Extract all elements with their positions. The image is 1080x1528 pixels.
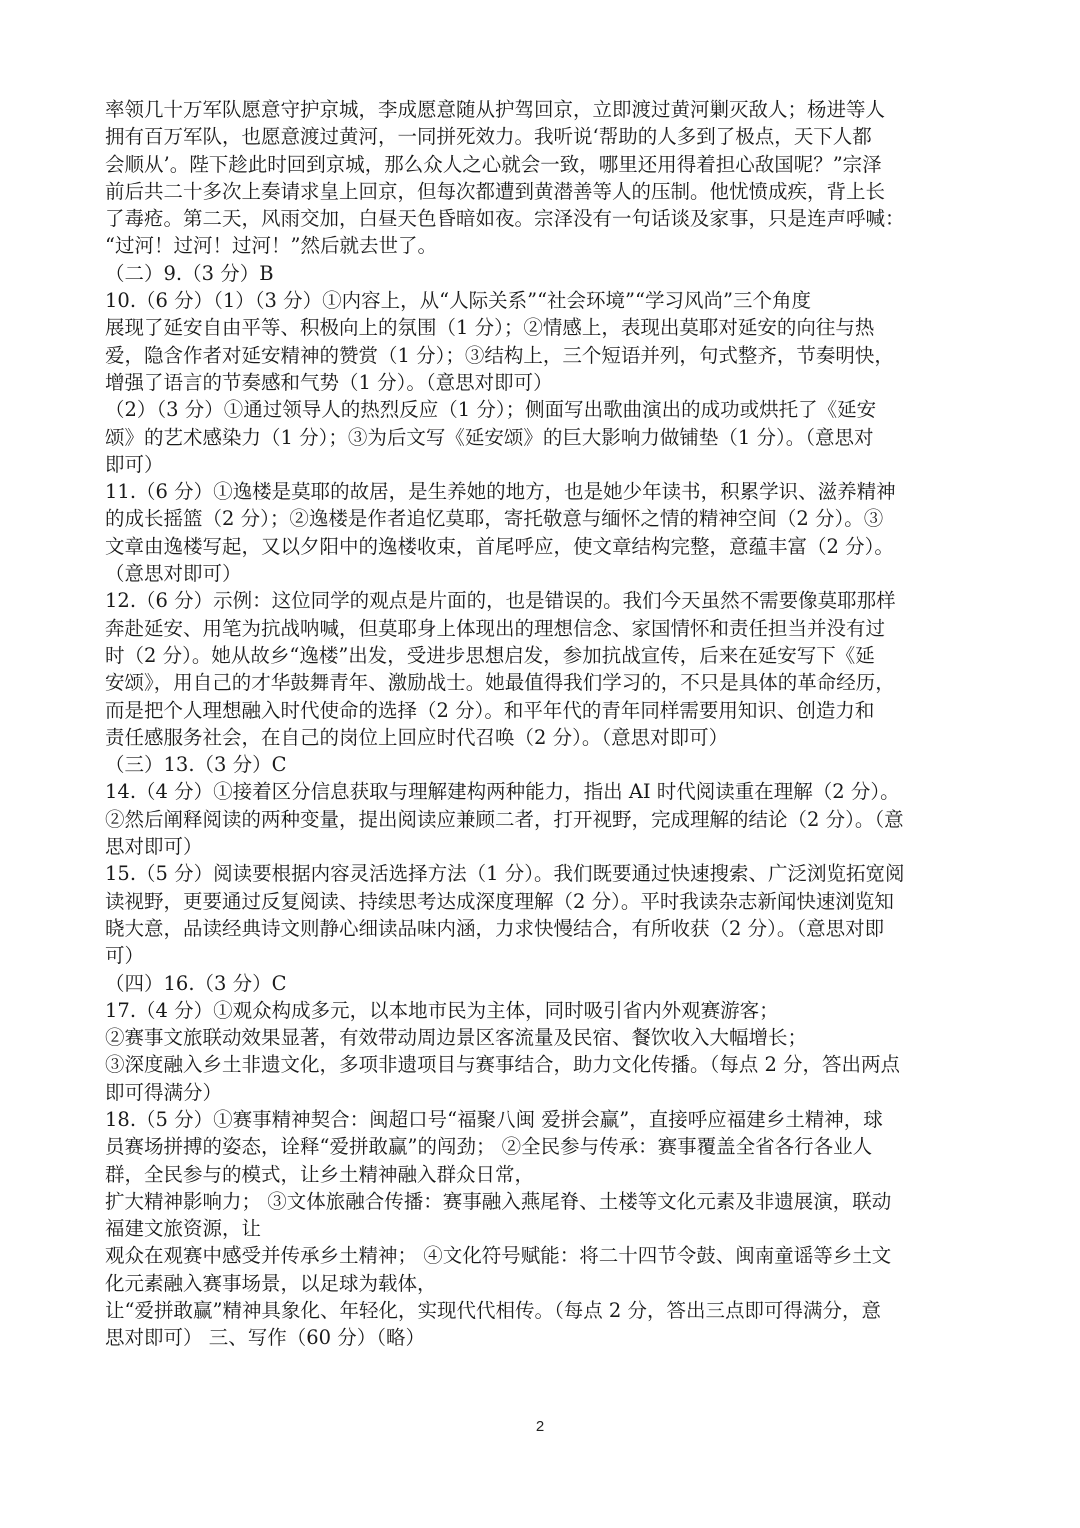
text-line: 即可得满分）: [105, 1080, 223, 1104]
text-line: 18.（5 分）①赛事精神契合：闽超口号“福聚八闽 爱拼会赢”，直接呼应福建乡土精神，球: [105, 1107, 883, 1131]
text-line: （二）9.（3 分）B: [105, 261, 274, 285]
text-line: 化元素融入赛事场景，以足球为载体，: [105, 1271, 437, 1295]
text-line: 会顺从’。陛下趁此时回到京城，那么众人之心就会一致，哪里还用得着担心敌国呢？”宗泽: [105, 152, 882, 176]
text-line: 爱，隐含作者对延安精神的赞赏（1 分）；③结构上，三个短语并列，句式整齐，节奏明快，: [105, 343, 894, 367]
text-line: ③深度融入乡土非遗文化，多项非遗项目与赛事结合，助力文化传播。（每点 2 分，答出两点: [105, 1053, 901, 1077]
text-line: 率领几十万军队愿意守护京城，李成愿意随从护驾回京，立即渡过黄河剿灭敌人；杨进等人: [105, 98, 886, 121]
text-line: 即可）: [105, 452, 164, 476]
text-line: 文章由逸楼写起，又以夕阳中的逸楼收束，首尾呼应，使文章结构完整，意蕴丰富（2 分）。: [105, 534, 894, 558]
text-line: 时（2 分）。她从故乡“逸楼”出发，受进步思想启发，参加抗战宣传，后来在延安写下《延: [105, 643, 875, 667]
text-line: “过河！过河！过河！”然后就去世了。: [105, 234, 437, 258]
page-number: 2: [535, 1418, 545, 1435]
text-line: 拥有百万军队，也愿意渡过黄河，一同拼死效力。我听说‘帮助的人多到了极点，天下人都: [105, 125, 872, 149]
text-line: 扩大精神影响力； ③文体旅融合传播：赛事融入燕尾脊、土楼等文化元素及非遗展演，联动: [105, 1189, 892, 1213]
text-line: ②然后阐释阅读的两种变量，提出阅读应兼顾二者，打开视野，完成理解的结论（2 分）。（意: [105, 807, 904, 831]
text-line: 员赛场拼搏的姿态，诠释“爱拼敢赢”的闯劲； ②全民参与传承：赛事覆盖全省各行各业人: [105, 1135, 873, 1159]
text-line: ②赛事文旅联动效果显著，有效带动周边景区客流量及民宿、餐饮收入大幅增长；: [105, 1026, 808, 1050]
text-line: 17.（4 分）①观众构成多元，以本地市民为主体，同时吸引省内外观赛游客；: [105, 998, 779, 1022]
text-line: 增强了语言的节奏感和气势（1 分）。（意思对即可）: [105, 370, 553, 394]
text-line: 15.（5 分）阅读要根据内容灵活选择方法（1 分）。我们既要通过快速搜索、广泛浏览拓宽阅: [105, 862, 905, 886]
text-line: 颂》的艺术感染力（1 分）；③为后文写《延安颂》的巨大影响力做铺垫（1 分）。（意思对: [105, 425, 874, 449]
text-line: （意思对即可）: [105, 562, 242, 586]
text-line: 观众在观赛中感受并传承乡土精神； ④文化符号赋能：将二十四节令鼓、闽南童谣等乡土文: [105, 1244, 892, 1268]
text-line: 14.（4 分）①接着区分信息获取与理解建构两种能力，指出 AI 时代阅读重在理解（2 分）。: [105, 780, 900, 804]
text-line: 群，全民参与的模式，让乡土精神融入群众日常，: [105, 1162, 535, 1186]
text-line: （三）13.（3 分）C: [105, 753, 287, 777]
text-line: 可）: [105, 944, 145, 968]
text-line: （四）16.（3 分）C: [105, 971, 287, 995]
text-line: 11.（6 分）①逸楼是莫耶的故居，是生养她的地方，也是她少年读书，积累学识、滋养精神: [105, 480, 896, 504]
text-line: 的成长摇篮（2 分）；②逸楼是作者追忆莫耶，寄托敬意与缅怀之情的精神空间（2 分）。③: [105, 507, 884, 531]
text-line: 责任感服务社会，在自己的岗位上回应时代召唤（2 分）。（意思对即可）: [105, 725, 729, 749]
text-line: 福建文旅资源，让: [105, 1217, 262, 1241]
text-line: 晓大意，品读经典诗文则静心细读品味内涵，力求快慢结合，有所收获（2 分）。（意思对即: [105, 916, 885, 940]
text-line: 展现了延安自由平等、积极向上的氛围（1 分）；②情感上，表现出莫耶对延安的向往与热: [105, 316, 875, 340]
text-line: 让“爱拼敢赢”精神具象化、年轻化，实现代代相传。（每点 2 分，答出三点即可得满分，意: [105, 1299, 881, 1323]
text-line: 安颂》，用自己的才华鼓舞青年、激励战士。她最值得我们学习的，不只是具体的革命经历，: [105, 671, 895, 695]
text-line: 而是把个人理想融入时代使命的选择（2 分）。和平年代的青年同样需要用知识、创造力和: [105, 698, 875, 722]
answer-text-body: [105, 96, 985, 1352]
text-line: 前后共二十多次上奏请求皇上回京，但每次都遭到黄潜善等人的压制。他忧愤成疾，背上长: [105, 179, 886, 203]
text-line: 10.（6 分）（1）（3 分）①内容上，从“人际关系”“社会环境”“学习风尚”三个角度: [105, 289, 811, 313]
text-line: 读视野，更要通过反复阅读、持续思考达成深度理解（2 分）。平时我读杂志新闻快速浏览知: [105, 889, 894, 913]
text-line: 奔赴延安、用笔为抗战呐喊，但莫耶身上体现出的理想信念、家国情怀和责任担当并没有过: [105, 616, 886, 640]
text-line: 12.（6 分）示例：这位同学的观点是片面的，也是错误的。我们今天虽然不需要像莫耶那样: [105, 589, 896, 613]
text-line: 思对即可） 三、写作（60 分）（略）: [105, 1326, 425, 1350]
text-line: （2）（3 分）①通过领导人的热烈反应（1 分）；侧面写出歌曲演出的成功或烘托了《延安: [105, 398, 877, 422]
text-line: 了毒疮。第二天，风雨交加，白昼天色昏暗如夜。宗泽没有一句话谈及家事，只是连声呼喊：: [105, 207, 905, 231]
text-line: 思对即可）: [105, 835, 203, 859]
